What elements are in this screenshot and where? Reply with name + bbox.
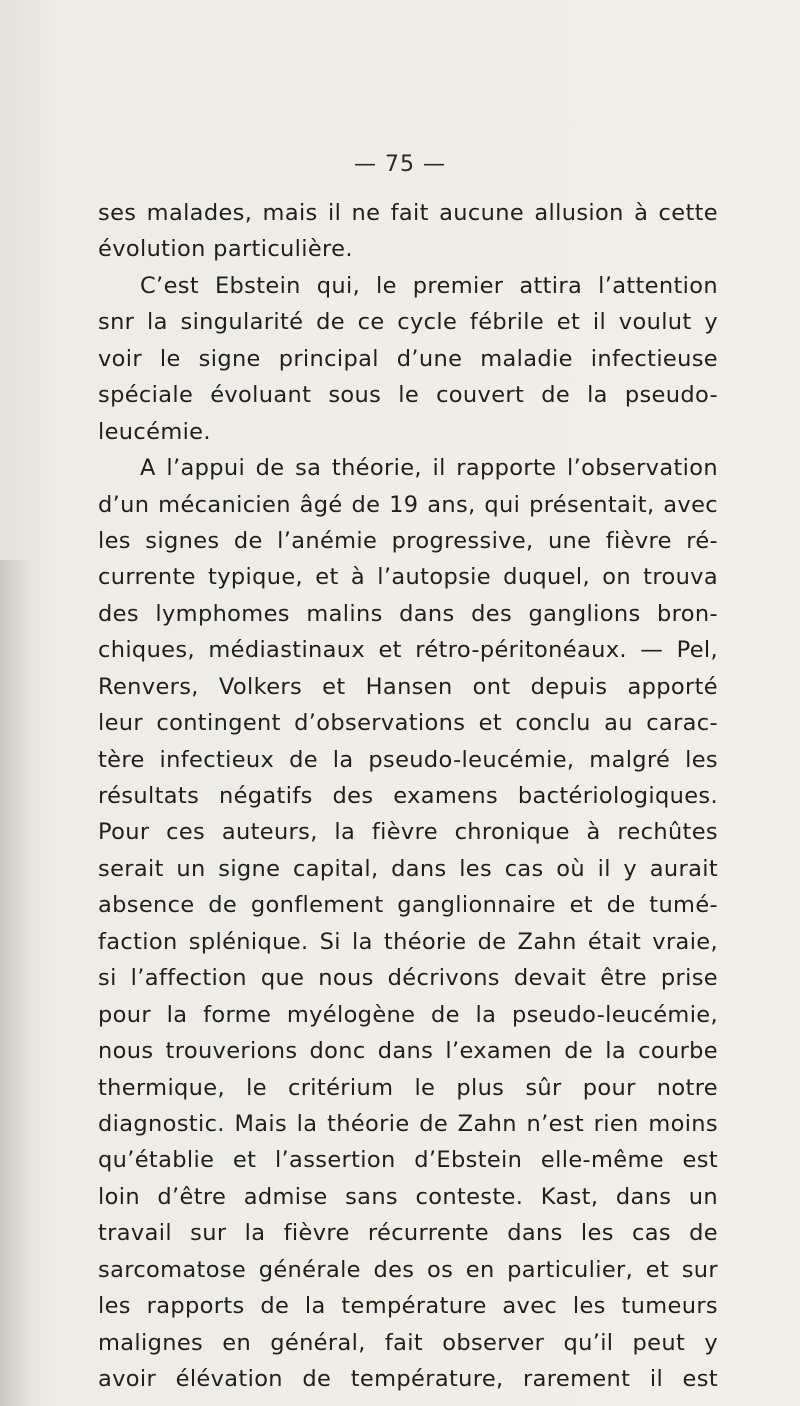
text-line: pour la forme myélogène de la pseudo-leucémie, — [98, 1001, 718, 1028]
text-line: Pour ces auteurs, la fièvre chronique à rechûtes — [98, 819, 718, 846]
text-line: nous trouverions donc dans l’examen de la courbe — [98, 1038, 718, 1065]
text-line: si l’affection que nous décrivons devait être prise — [98, 965, 718, 992]
text-line: voir le signe principal d’une maladie infectieuse — [98, 345, 718, 372]
page-edge-shadow — [0, 560, 34, 1406]
text-line: absence de gonflement ganglionnaire et de tumé- — [98, 892, 718, 919]
text-line: chiques, médiastinaux et rétro-péritonéaux. — Pel, — [98, 637, 718, 664]
text-line: loin d’être admise sans conteste. Kast, dans un — [98, 1183, 718, 1210]
text-line: A l’appui de sa théorie, il rapporte l’observation — [140, 455, 718, 482]
text-line: C’est Ebstein qui, le premier attira l’attention — [140, 272, 718, 299]
text-line: résultats négatifs des examens bactériologiques. — [98, 783, 718, 809]
text-line: ses malades, mais il ne fait aucune allusion à cette — [98, 200, 718, 226]
text-line: currente typique, et à l’autopsie duquel, on trouva — [98, 564, 718, 591]
text-line: tère infectieux de la pseudo-leucémie, malgré les — [98, 746, 718, 773]
text-line: des lymphomes malins dans des ganglions bron- — [98, 600, 718, 627]
text-line: faction splénique. Si la théorie de Zahn était vraie, — [98, 928, 718, 955]
text-line: les rapports de la température avec les tumeurs — [98, 1293, 718, 1320]
text-line: thermique, le critérium le plus sûr pour notre — [98, 1074, 718, 1101]
text-line: travail sur la fièvre récurrente dans les cas de — [98, 1220, 718, 1247]
text-line: leucémie. — [98, 418, 211, 445]
text-line: Renvers, Volkers et Hansen ont depuis apporté — [98, 673, 718, 700]
text-line: malignes en général, fait observer qu’il peut y — [98, 1329, 718, 1356]
text-line: leur contingent d’observations et conclu au carac- — [98, 710, 718, 737]
body-text — [98, 195, 718, 1397]
text-line: diagnostic. Mais la théorie de Zahn n’est rien moins — [98, 1110, 718, 1137]
text-line: avoir élévation de température, rarement il est — [98, 1366, 718, 1392]
text-line: d’un mécanicien âgé de 19 ans, qui présentait, avec — [98, 491, 718, 518]
text-line: qu’établie et l’assertion d’Ebstein elle-même est — [98, 1147, 718, 1174]
text-line: serait un signe capital, dans les cas où il y aurait — [98, 855, 718, 882]
text-line: les signes de l’anémie progressive, une fièvre ré- — [98, 527, 718, 554]
text-line: sarcomatose générale des os en particulier, et sur — [98, 1256, 718, 1283]
page-number: — 75 — — [354, 152, 446, 177]
text-line: spéciale évoluant sous le couvert de la pseudo- — [98, 382, 718, 409]
text-line: évolution particulière. — [98, 236, 353, 263]
text-line: snr la singularité de ce cycle fébrile et il voulut y — [98, 309, 718, 336]
